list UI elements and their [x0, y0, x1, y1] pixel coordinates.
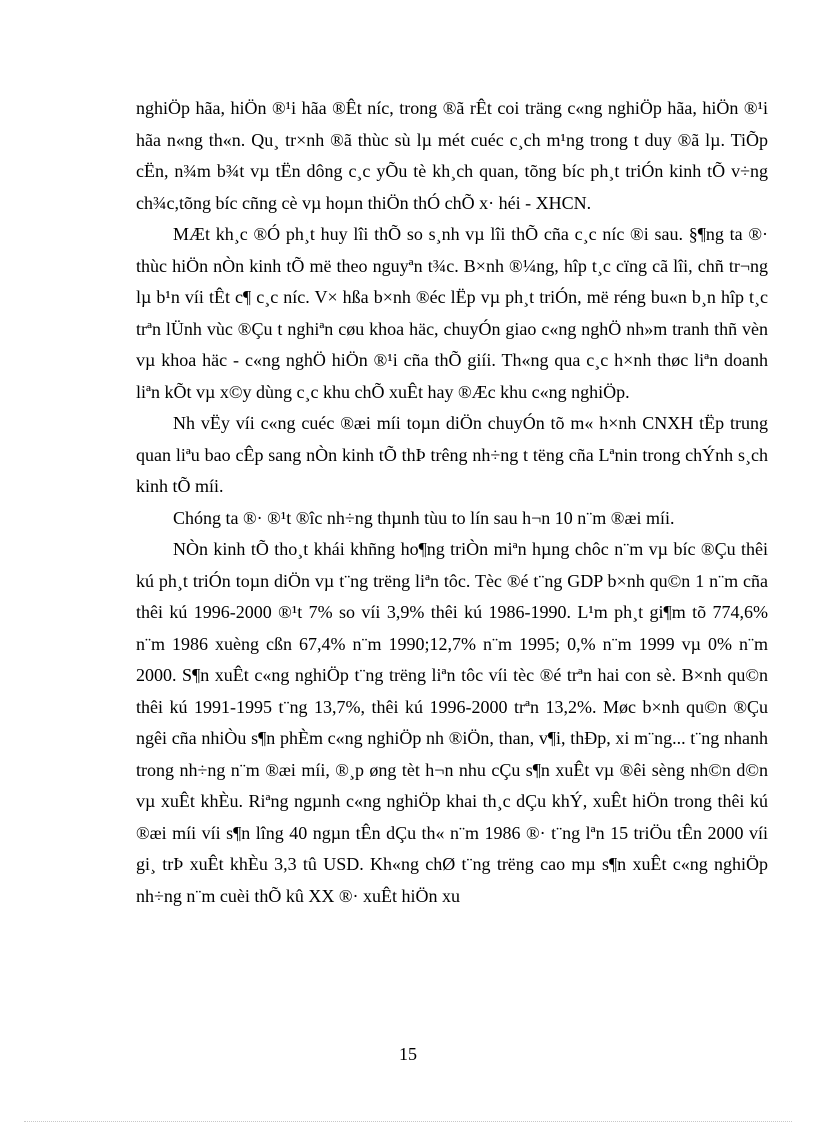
page-number: 15	[399, 1044, 417, 1064]
paragraph-achievements: Chóng ta ®· ®¹t ®îc nh÷ng thµnh tùu to lín sau h¬n 10 n¨m ®æi míi.	[173, 507, 675, 528]
paragraph-open-economy: MÆt kh¸c ®Ó ph¸t huy lîi thÕ so s¸nh vµ lîi thÕ cña c¸c níc ®i sau. §¶ng ta ®· thùc hiÖn nÒn kinh tÕ më theo nguyªn t¾c. B×nh ®¼ng, hîp t¸c cïng cã lîi, chñ tr¬ng lµ b¹n víi tÊt c¶ c¸c níc. V× hßa b×nh ®éc lËp vµ ph¸t triÓn, më réng bu«n b¸n hîp t¸c trªn lÜnh vùc ®Çu t nghiªn cøu khoa häc, chuyÓn giao c«ng nghÖ nh»m tranh thñ vèn vµ khoa häc - c«ng nghÖ hiÖn ®¹i cña thÕ giíi. Th«ng qua c¸c h×nh thøc liªn doanh liªn kÕt vµ x©y dùng c¸c khu chÕ xuÊt hay ®Æc khu c«ng nghiÖp.	[136, 224, 768, 402]
paragraph-continuation: nghiÖp hãa, hiÖn ®¹i hãa ®Êt níc, trong ®ã rÊt coi träng c«ng nghiÖp hãa, hiÖn ®¹i hãa n«ng th«n. Qu¸ tr×nh ®ã thùc sù lµ mét cuéc c¸ch m¹ng trong t duy ®ã lµ. TiÕp cËn, n¾m b¾t vµ tËn dông c¸c yÕu tè kh¸ch quan, tõng bíc ph¸t triÓn kinh tÕ v÷ng ch¾c,tõng bíc cñng cè vµ hoµn thiÖn thÓ chÕ x· héi - XHCN.	[136, 98, 768, 213]
body-text	[136, 93, 768, 912]
paragraph-economic-growth: NÒn kinh tÕ tho¸t khái khñng ho¶ng triÒn miªn hµng chôc n¨m vµ bíc ®Çu thêi kú ph¸t triÓn toµn diÖn vµ t¨ng trëng liªn tôc. Tèc ®é t¨ng GDP b×nh qu©n 1 n¨m cña thêi kú 1996-2000 ®¹t 7% so víi 3,9% thêi kú 1986-1990. L¹m ph¸t gi¶m tõ 774,6% n¨m 1986 xuèng cßn 67,4% n¨m 1990;12,7% n¨m 1995; 0,% n¨m 1999 vµ 0% n¨m 2000. S¶n xuÊt c«ng nghiÖp t¨ng trëng liªn tôc víi tèc ®é trªn hai con sè. B×nh qu©n thêi kú 1991-1995 t¨ng 13,7%, thêi kú 1996-2000 trªn 13,2%. Møc b×nh qu©n ®Çu ngêi cña nhiÒu s¶n phÈm c«ng nghiÖp nh ®iÖn, than, v¶i, thÐp, xi m¨ng... t¨ng nhanh trong nh÷ng n¨m ®æi míi, ®¸p øng tèt h¬n nhu cÇu s¶n xuÊt vµ ®êi sèng nh©n d©n vµ xuÊt khÈu. Riªng ngµnh c«ng nghiÖp khai th¸c dÇu khÝ, xuÊt hiÖn trong thêi kú ®æi míi víi s¶n lîng 40 ngµn tÊn dÇu th« n¨m 1986 ®· t¨ng lªn 15 triÖu tÊn 2000 víi gi¸ trÞ xuÊt khÈu 3,3 tû USD. Kh«ng chØ t¨ng trëng cao mµ s¶n xuÊt c«ng nghiÖp nh÷ng n¨m cuèi thÕ kû XX ®· xuÊt hiÖn xu	[136, 539, 768, 906]
paragraph-reform-transition: Nh vËy víi c«ng cuéc ®æi míi toµn diÖn chuyÓn tõ m« h×nh CNXH tËp trung quan liªu bao cÊp sang nÒn kinh tÕ thÞ trêng nh÷ng t tëng cña Lªnin trong chÝnh s¸ch kinh tÕ míi.	[136, 413, 768, 496]
page-bottom-divider	[24, 1121, 792, 1122]
